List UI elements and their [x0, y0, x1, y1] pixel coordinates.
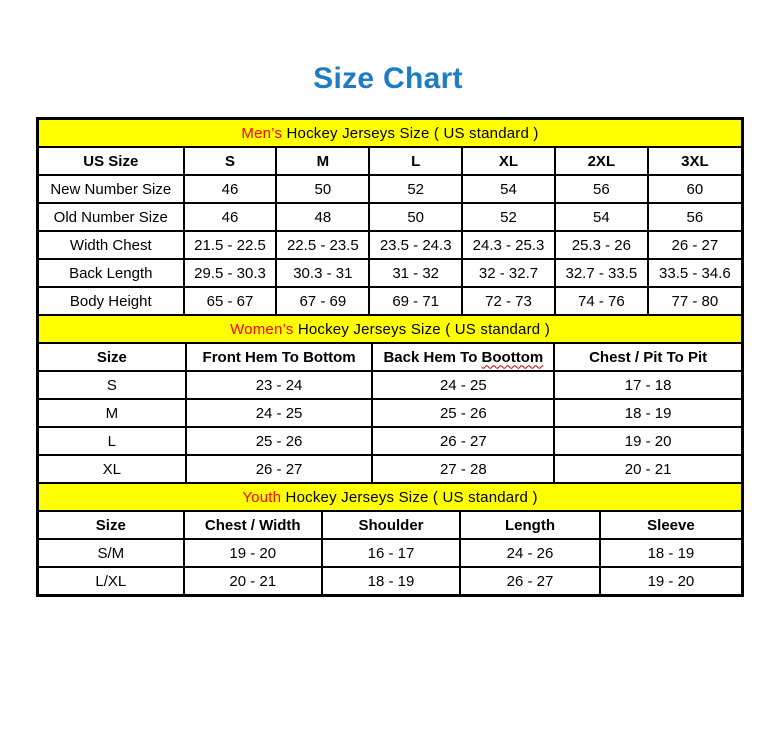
misspelled-word: Boottom	[481, 348, 544, 366]
table-cell: 19 - 20	[600, 567, 741, 594]
row-label: L	[39, 427, 186, 455]
table-cell: 20 - 21	[184, 567, 322, 594]
row-label: XL	[39, 455, 186, 483]
mens-header-row	[39, 147, 741, 175]
table-cell: 25.3 - 26	[555, 231, 648, 259]
column-header: S	[184, 147, 277, 175]
table-row	[39, 399, 741, 427]
table-cell: 54	[462, 175, 555, 203]
table-cell: 19 - 20	[184, 539, 322, 567]
youth-section-name: Youth	[242, 488, 282, 506]
table-cell: 24.3 - 25.3	[462, 231, 555, 259]
table-row	[39, 427, 741, 455]
column-header: XL	[462, 147, 555, 175]
table-cell: 65 - 67	[184, 287, 277, 315]
womens-band-row	[39, 316, 741, 343]
mens-band-row	[39, 120, 741, 147]
table-cell: 46	[184, 175, 277, 203]
row-label: S	[39, 371, 186, 399]
table-cell: 72 - 73	[462, 287, 555, 315]
table-row	[39, 259, 741, 287]
youth-band-row	[39, 484, 741, 511]
column-header: Shoulder	[322, 511, 460, 539]
womens-size-table	[39, 316, 741, 484]
row-label: Back Length	[39, 259, 184, 287]
table-cell: 26 - 27	[372, 427, 554, 455]
table-cell: 48	[276, 203, 369, 231]
mens-section-header	[39, 120, 741, 147]
youth-section-subtitle: Hockey Jerseys Size ( US standard )	[281, 488, 538, 506]
table-cell: 50	[276, 175, 369, 203]
table-cell: 32 - 32.7	[462, 259, 555, 287]
table-cell: 54	[555, 203, 648, 231]
column-header: US Size	[39, 147, 184, 175]
column-header: 3XL	[648, 147, 741, 175]
table-cell: 77 - 80	[648, 287, 741, 315]
mens-size-table	[39, 120, 741, 316]
column-header: Size	[39, 511, 184, 539]
table-cell: 23.5 - 24.3	[369, 231, 462, 259]
mens-section-subtitle: Hockey Jerseys Size ( US standard )	[282, 124, 539, 142]
table-cell: 52	[369, 175, 462, 203]
size-chart-page	[0, 62, 776, 597]
table-cell: 21.5 - 22.5	[184, 231, 277, 259]
table-cell: 23 - 24	[186, 371, 373, 399]
table-cell: 56	[648, 203, 741, 231]
womens-section-name: Women’s	[230, 320, 294, 338]
table-cell: 24 - 26	[460, 539, 600, 567]
row-label: New Number Size	[39, 175, 184, 203]
column-header-text: Back Hem To	[383, 348, 482, 366]
table-cell: 67 - 69	[276, 287, 369, 315]
table-cell: 19 - 20	[554, 427, 741, 455]
table-cell: 18 - 19	[600, 539, 741, 567]
table-cell: 24 - 25	[372, 371, 554, 399]
column-header: Length	[460, 511, 600, 539]
column-header: Chest / Width	[184, 511, 322, 539]
table-row	[39, 287, 741, 315]
table-cell: 29.5 - 30.3	[184, 259, 277, 287]
womens-section-subtitle: Hockey Jerseys Size ( US standard )	[293, 320, 550, 338]
table-cell: 46	[184, 203, 277, 231]
row-label: Width Chest	[39, 231, 184, 259]
table-cell: 33.5 - 34.6	[648, 259, 741, 287]
table-cell: 32.7 - 33.5	[555, 259, 648, 287]
column-header	[372, 343, 554, 371]
table-cell: 50	[369, 203, 462, 231]
table-row	[39, 567, 741, 594]
table-row	[39, 175, 741, 203]
column-header: 2XL	[555, 147, 648, 175]
column-header: Chest / Pit To Pit	[554, 343, 741, 371]
womens-header-row	[39, 343, 741, 371]
womens-section-header	[39, 316, 741, 343]
youth-header-row	[39, 511, 741, 539]
youth-section-header	[39, 484, 741, 511]
row-label: Old Number Size	[39, 203, 184, 231]
column-header: Sleeve	[600, 511, 741, 539]
table-cell: 74 - 76	[555, 287, 648, 315]
table-cell: 24 - 25	[186, 399, 373, 427]
table-cell: 56	[555, 175, 648, 203]
table-cell: 26 - 27	[460, 567, 600, 594]
column-header: Size	[39, 343, 186, 371]
column-header: L	[369, 147, 462, 175]
table-cell: 18 - 19	[554, 399, 741, 427]
table-cell: 26 - 27	[186, 455, 373, 483]
table-cell: 22.5 - 23.5	[276, 231, 369, 259]
table-cell: 25 - 26	[186, 427, 373, 455]
table-row	[39, 539, 741, 567]
page-title: Size Chart	[313, 62, 463, 95]
mens-section-name: Men’s	[241, 124, 283, 142]
size-chart	[36, 117, 744, 597]
column-header: Front Hem To Bottom	[186, 343, 373, 371]
row-label: S/M	[39, 539, 184, 567]
table-row	[39, 203, 741, 231]
table-cell: 20 - 21	[554, 455, 741, 483]
table-cell: 31 - 32	[369, 259, 462, 287]
table-row	[39, 455, 741, 483]
row-label: Body Height	[39, 287, 184, 315]
table-cell: 17 - 18	[554, 371, 741, 399]
table-row	[39, 231, 741, 259]
table-cell: 27 - 28	[372, 455, 554, 483]
youth-size-table	[39, 484, 741, 594]
table-row	[39, 371, 741, 399]
table-cell: 60	[648, 175, 741, 203]
table-cell: 25 - 26	[372, 399, 554, 427]
table-cell: 26 - 27	[648, 231, 741, 259]
column-header: M	[276, 147, 369, 175]
table-cell: 16 - 17	[322, 539, 460, 567]
table-cell: 18 - 19	[322, 567, 460, 594]
table-cell: 69 - 71	[369, 287, 462, 315]
row-label: L/XL	[39, 567, 184, 594]
table-cell: 52	[462, 203, 555, 231]
row-label: M	[39, 399, 186, 427]
table-cell: 30.3 - 31	[276, 259, 369, 287]
